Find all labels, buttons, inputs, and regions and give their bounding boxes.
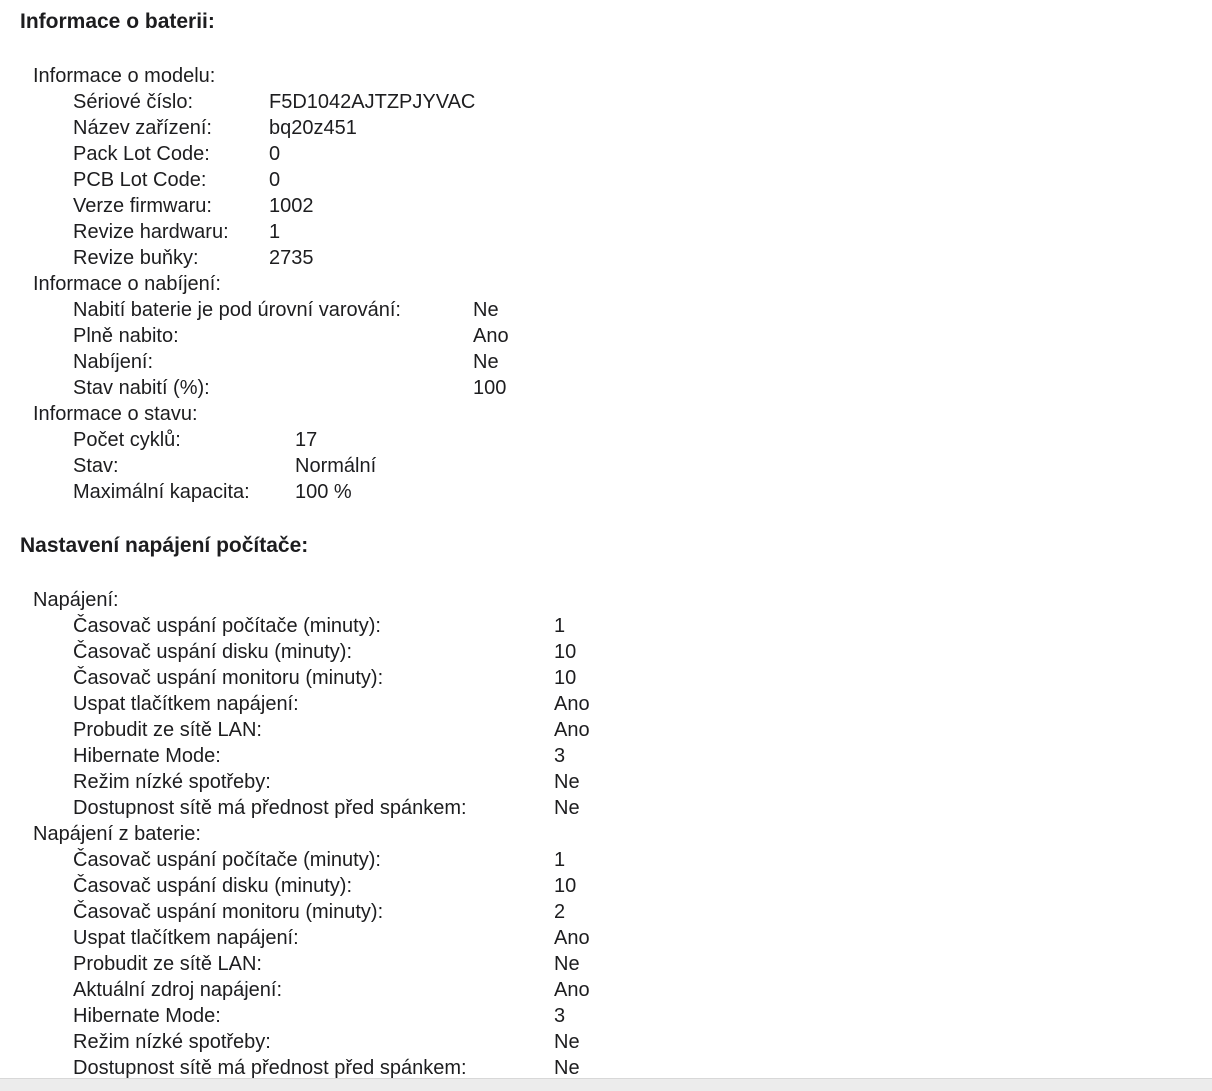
battery-power-row-network-over-sleep (73, 1055, 773, 1078)
row-key: Dostupnost sítě má přednost před spánkem: (73, 797, 467, 819)
battery-power-row-display-sleep (73, 899, 773, 925)
row-value: 1 (269, 221, 281, 243)
row-key: Plně nabito: (73, 325, 179, 347)
row-value: 0 (269, 169, 281, 191)
row-key: Revize buňky: (73, 247, 199, 269)
battery-power-row-hibernate-mode (73, 1003, 773, 1029)
ac-row-low-power-mode (73, 769, 773, 795)
battery-power-row-wake-on-lan (73, 951, 773, 977)
battery-power-row-low-power-mode (73, 1029, 773, 1055)
row-value: 100 % (295, 481, 352, 503)
row-value: Ano (554, 719, 590, 741)
row-value: 10 (554, 641, 577, 663)
row-key: Sériové číslo: (73, 91, 194, 113)
row-value: Ano (473, 325, 509, 347)
row-key: Časovač uspání monitoru (minuty): (73, 901, 384, 923)
row-value: 3 (554, 745, 566, 767)
row-key: Verze firmwaru: (73, 195, 212, 217)
row-key: Uspat tlačítkem napájení: (73, 693, 299, 715)
ac-row-power-button-sleep (73, 691, 773, 717)
row-value: Ano (554, 927, 590, 949)
row-value: 1002 (269, 195, 314, 217)
model-row-pack-lot (73, 141, 773, 167)
ac-power-title: Napájení: (33, 589, 119, 611)
model-row-device-name (73, 115, 773, 141)
model-info-title: Informace o modelu: (33, 65, 216, 87)
model-row-hardware (73, 219, 773, 245)
row-value: 10 (554, 875, 577, 897)
battery-power-row-current-source (73, 977, 773, 1003)
row-key: Název zařízení: (73, 117, 212, 139)
row-value: 2 (554, 901, 566, 923)
battery-power-row-power-button-sleep (73, 925, 773, 951)
row-key: Režim nízké spotřeby: (73, 1031, 271, 1053)
row-value: 1 (554, 615, 566, 637)
row-value: Ne (554, 771, 580, 793)
row-key: Nabití baterie je pod úrovní varování: (73, 299, 401, 321)
row-value: Ne (554, 1057, 580, 1078)
row-key: Hibernate Mode: (73, 1005, 221, 1027)
battery-power-row-disk-sleep (73, 873, 773, 899)
row-value: 17 (295, 429, 318, 451)
charge-row-state-of-charge (73, 375, 773, 401)
row-value: Ne (554, 953, 580, 975)
row-value: Ne (473, 351, 499, 373)
health-row-cycle-count (73, 427, 773, 453)
power-section-title: Nastavení napájení počítače: (20, 534, 309, 557)
model-row-serial (73, 89, 773, 115)
ac-row-display-sleep (73, 665, 773, 691)
charge-row-below-warning (73, 297, 773, 323)
row-key: Režim nízké spotřeby: (73, 771, 271, 793)
row-key: Maximální kapacita: (73, 481, 250, 503)
row-key: Probudit ze sítě LAN: (73, 953, 262, 975)
row-value: 3 (554, 1005, 566, 1027)
model-row-cell-revision (73, 245, 773, 271)
charge-info-title: Informace o nabíjení: (33, 273, 221, 295)
row-value: Ano (554, 693, 590, 715)
row-key: Časovač uspání počítače (minuty): (73, 849, 381, 871)
model-row-pcb-lot (73, 167, 773, 193)
health-row-condition (73, 453, 773, 479)
charge-row-charging (73, 349, 773, 375)
row-value: 10 (554, 667, 577, 689)
battery-power-title: Napájení z baterie: (33, 823, 201, 845)
row-value: 2735 (269, 247, 314, 269)
row-value: 1 (554, 849, 566, 871)
row-key: Probudit ze sítě LAN: (73, 719, 262, 741)
ac-row-network-over-sleep (73, 795, 773, 821)
ac-row-system-sleep (73, 613, 773, 639)
window-bottom-bar (0, 1078, 1212, 1091)
row-value: F5D1042AJTZPJYVAC (269, 91, 476, 113)
battery-power-row-system-sleep (73, 847, 773, 873)
row-value: 100 (473, 377, 507, 399)
row-key: PCB Lot Code: (73, 169, 207, 191)
row-key: Aktuální zdroj napájení: (73, 979, 283, 1001)
row-value: Normální (295, 455, 377, 477)
row-key: Dostupnost sítě má přednost před spánkem: (73, 1057, 467, 1078)
ac-row-hibernate-mode (73, 743, 773, 769)
row-key: Pack Lot Code: (73, 143, 210, 165)
row-key: Revize hardwaru: (73, 221, 229, 243)
health-row-max-capacity (73, 479, 773, 505)
ac-row-disk-sleep (73, 639, 773, 665)
row-key: Časovač uspání disku (minuty): (73, 641, 353, 663)
row-key: Časovač uspání počítače (minuty): (73, 615, 381, 637)
row-value: Ne (554, 797, 580, 819)
model-row-firmware (73, 193, 773, 219)
row-value: bq20z451 (269, 117, 357, 139)
row-key: Stav: (73, 455, 119, 477)
charge-row-fully-charged (73, 323, 773, 349)
row-value: 0 (269, 143, 281, 165)
row-key: Časovač uspání monitoru (minuty): (73, 667, 384, 689)
row-key: Hibernate Mode: (73, 745, 221, 767)
row-value: Ano (554, 979, 590, 1001)
ac-row-wake-on-lan (73, 717, 773, 743)
health-info-title: Informace o stavu: (33, 403, 198, 425)
battery-section-title: Informace o baterii: (20, 10, 215, 33)
row-key: Uspat tlačítkem napájení: (73, 927, 299, 949)
row-key: Stav nabití (%): (73, 377, 210, 399)
row-key: Časovač uspání disku (minuty): (73, 875, 353, 897)
row-value: Ne (473, 299, 499, 321)
row-key: Počet cyklů: (73, 429, 181, 451)
row-value: Ne (554, 1031, 580, 1053)
row-key: Nabíjení: (73, 351, 154, 373)
